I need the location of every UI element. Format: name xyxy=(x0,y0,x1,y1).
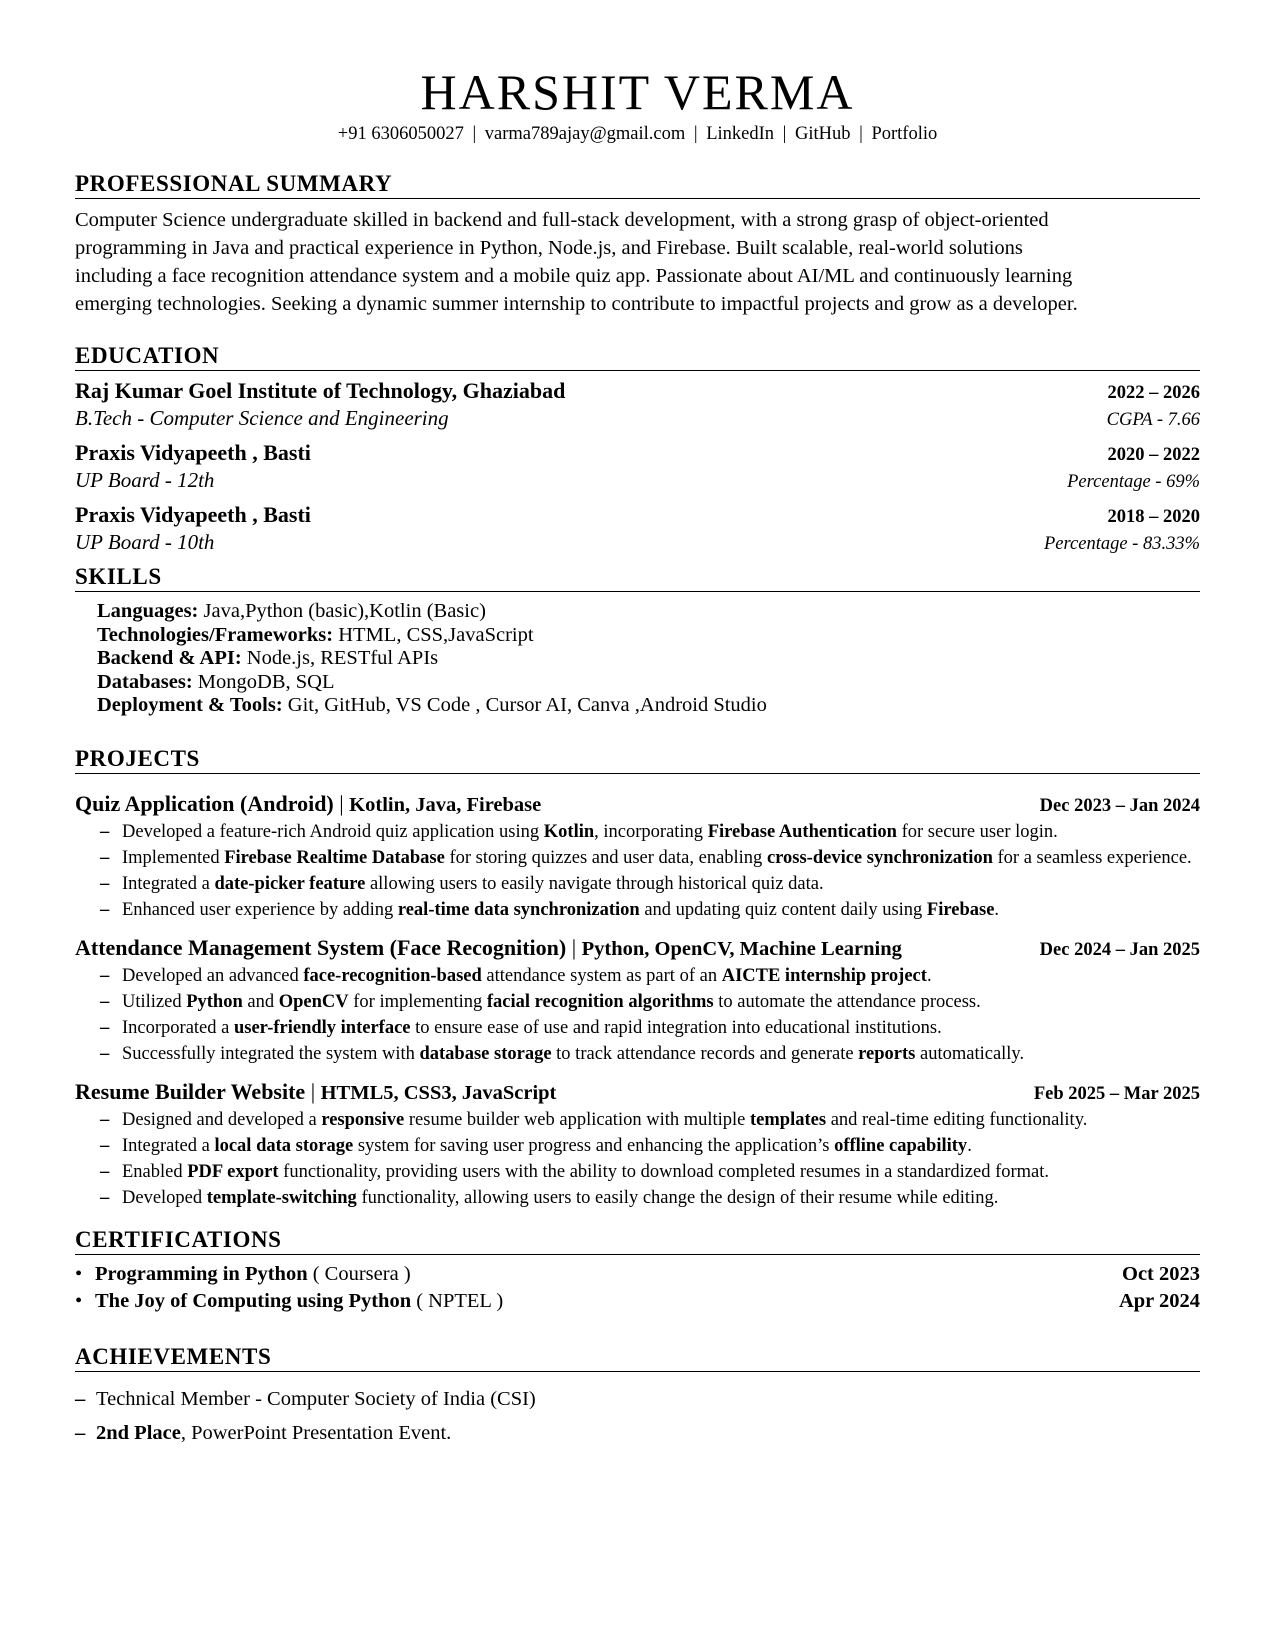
bullet-text: Developed an advanced xyxy=(122,965,304,986)
education-score: Percentage - 69% xyxy=(1067,472,1200,492)
bullet-text: for secure user login. xyxy=(896,821,1058,842)
bullet-text: . xyxy=(967,1135,972,1156)
bullet-text: Implemented xyxy=(122,847,225,868)
achievement-item xyxy=(75,1382,1200,1416)
certification-name: Programming in Python xyxy=(95,1262,308,1285)
bullet-keyword: reports xyxy=(858,1043,916,1064)
project-dates: Dec 2023 – Jan 2024 xyxy=(1039,795,1200,816)
projects-section xyxy=(75,745,1200,1211)
bullet-text: attendance system as part of an xyxy=(481,965,722,986)
bullet-text: for a seamless experience. xyxy=(992,847,1192,868)
achievements-section xyxy=(75,1343,1200,1450)
separator: | xyxy=(566,934,582,960)
project-bullet xyxy=(122,963,1200,989)
project-bullet xyxy=(122,845,1200,871)
project-tech: HTML5, CSS3, JavaScript xyxy=(320,1081,557,1104)
bullet-keyword: Python xyxy=(186,991,243,1012)
bullet-keyword: database storage xyxy=(419,1043,552,1064)
portfolio-link[interactable]: Portfolio xyxy=(871,124,938,144)
degree-name: UP Board - 12th xyxy=(75,468,215,492)
project-bullet xyxy=(122,1107,1200,1133)
bullet-keyword: Firebase Realtime Database xyxy=(224,847,445,868)
summary-line: Computer Science undergraduate skilled in backend and full-stack development, with a strong grasp of object-oriented xyxy=(75,209,1049,231)
skill-value: HTML, CSS,JavaScript xyxy=(333,623,534,646)
project-bullet xyxy=(122,897,1200,923)
section-title-summary: PROFESSIONAL SUMMARY xyxy=(75,170,1200,199)
project-dates: Dec 2024 – Jan 2025 xyxy=(1039,939,1200,960)
bullet-text: Enhanced user experience by adding xyxy=(122,899,398,920)
project-bullet xyxy=(122,1133,1200,1159)
project-bullets xyxy=(75,819,1200,923)
certification-date: Oct 2023 xyxy=(1122,1262,1200,1285)
achievement-text: Technical Member - Computer Society of India (CSI) xyxy=(96,1387,536,1410)
bullet-text: resume builder web application with multiple xyxy=(404,1109,751,1130)
bullet-keyword: user-friendly interface xyxy=(233,1017,411,1038)
summary-line: emerging technologies. Seeking a dynamic summer internship to contribute to impactful projects and grow as a developer. xyxy=(75,293,1078,315)
bullet-text: Successfully integrated the system with xyxy=(122,1043,420,1064)
certification-date: Apr 2024 xyxy=(1118,1289,1200,1312)
project-bullet xyxy=(122,871,1200,897)
bullet-text: Integrated a xyxy=(122,873,215,894)
project-bullet xyxy=(122,1041,1200,1067)
separator: | xyxy=(693,124,698,144)
bullet-text: Designed and developed a xyxy=(122,1109,322,1130)
project-tech: Kotlin, Java, Firebase xyxy=(349,793,542,816)
skills-section xyxy=(75,563,1200,718)
certifications-section xyxy=(75,1226,1200,1315)
skill-row xyxy=(97,671,1200,695)
bullet-keyword: real-time data synchronization xyxy=(397,899,640,920)
certification-row xyxy=(75,1261,1200,1288)
section-title-certifications: CERTIFICATIONS xyxy=(75,1226,1200,1255)
bullet-text: Integrated a xyxy=(122,1135,215,1156)
education-section xyxy=(75,342,1200,555)
skill-label: Languages: xyxy=(97,600,199,622)
phone-number: +91 6306050027 xyxy=(337,124,464,144)
project-bullets xyxy=(75,963,1200,1067)
bullet-text: and real-time editing functionality. xyxy=(826,1109,1088,1130)
education-dates: 2020 – 2022 xyxy=(1107,445,1200,465)
project-tech: Python, OpenCV, Machine Learning xyxy=(581,937,902,960)
bullet-text: and updating quiz content daily using xyxy=(639,899,927,920)
education-entry xyxy=(75,439,1200,493)
bullet-keyword: local data storage xyxy=(214,1135,354,1156)
email-link[interactable]: varma789ajay@gmail.com xyxy=(484,124,686,144)
bullet-text: to track attendance records and generate xyxy=(551,1043,859,1064)
skill-row xyxy=(97,600,1200,624)
bullet-keyword: OpenCV xyxy=(278,991,349,1012)
project-bullet xyxy=(122,1159,1200,1185)
resume-page xyxy=(75,0,1200,1650)
skill-value: Node.js, RESTful APIs xyxy=(241,647,439,669)
education-score: Percentage - 83.33% xyxy=(1044,534,1200,554)
bullet-keyword: Firebase xyxy=(926,899,995,920)
project-entry xyxy=(75,790,1200,923)
project-name: Attendance Management System (Face Recognition) xyxy=(75,934,567,960)
certification-row xyxy=(75,1288,1200,1315)
skill-label: Backend & API: xyxy=(97,647,242,669)
skill-value: Git, GitHub, VS Code , Cursor AI, Canva ,Android Studio xyxy=(282,694,767,716)
project-entry xyxy=(75,1078,1200,1211)
bullet-keyword: Firebase Authentication xyxy=(707,821,897,842)
bullet-text: functionality, providing users with the ability to download completed resumes in a standardized format. xyxy=(278,1161,1050,1182)
bullet-text: for implementing xyxy=(348,991,487,1012)
summary-line: including a face recognition attendance system and a mobile quiz app. Passionate about AI/ML and continuously learning xyxy=(75,265,1073,287)
bullet-text: . xyxy=(994,899,1000,920)
summary-section xyxy=(75,170,1200,318)
section-title-projects: PROJECTS xyxy=(75,745,1200,774)
candidate-name: HARSHIT VERMA xyxy=(420,64,855,120)
achievement-highlight: 2nd Place xyxy=(96,1421,181,1444)
bullet-keyword: offline capability xyxy=(834,1135,968,1156)
bullet-keyword: face-recognition-based xyxy=(303,965,482,986)
skill-label: Databases: xyxy=(97,670,193,693)
linkedin-link[interactable]: LinkedIn xyxy=(706,124,775,144)
separator: | xyxy=(333,790,350,816)
bullet-text: to ensure ease of use and rapid integration into educational institutions. xyxy=(410,1017,942,1038)
degree-name: B.Tech - Computer Science and Engineering xyxy=(75,406,449,430)
separator: | xyxy=(305,1078,321,1104)
certification-provider: ( NPTEL ) xyxy=(411,1289,504,1312)
section-title-education: EDUCATION xyxy=(75,342,1200,371)
certification-name: The Joy of Computing using Python xyxy=(95,1289,412,1312)
separator: | xyxy=(472,124,477,144)
bullet-keyword: Kotlin xyxy=(543,821,595,842)
bullet-text: and xyxy=(242,991,279,1012)
bullet-text: automatically. xyxy=(915,1043,1025,1064)
project-entry xyxy=(75,934,1200,1067)
skill-value: Java,Python (basic),Kotlin (Basic) xyxy=(198,600,486,622)
institution-name: Raj Kumar Goel Institute of Technology, Ghaziabad xyxy=(75,378,566,403)
bullet-text: Utilized xyxy=(122,991,187,1012)
bullet-keyword: templates xyxy=(750,1109,827,1130)
certification-provider: ( Coursera ) xyxy=(307,1262,411,1285)
bullet-text: , incorporating xyxy=(594,821,708,842)
skill-label: Technologies/Frameworks: xyxy=(97,623,334,646)
education-dates: 2022 – 2026 xyxy=(1107,383,1200,403)
project-bullet xyxy=(122,989,1200,1015)
institution-name: Praxis Vidyapeeth , Basti xyxy=(75,440,311,465)
bullet-text: Developed a feature-rich Android quiz application using xyxy=(122,821,544,842)
project-name: Resume Builder Website xyxy=(75,1078,306,1104)
project-name: Quiz Application (Android) xyxy=(75,790,334,816)
education-entry xyxy=(75,501,1200,555)
bullet-text: Enabled xyxy=(122,1161,188,1182)
bullet-text: allowing users to easily navigate through historical quiz data. xyxy=(365,873,824,894)
education-entry xyxy=(75,377,1200,431)
bullet-keyword: date-picker feature xyxy=(214,873,366,894)
project-bullet xyxy=(122,819,1200,845)
bullet-keyword: cross-device synchronization xyxy=(766,847,993,868)
bullet-text: for storing quizzes and user data, enabling xyxy=(444,847,767,868)
project-bullet xyxy=(122,1185,1200,1211)
separator: | xyxy=(859,124,863,144)
contact-line xyxy=(75,123,1200,145)
bullet-text: system for saving user progress and enhancing the application’s xyxy=(353,1135,835,1156)
resume-header xyxy=(75,0,1200,145)
project-bullets xyxy=(75,1107,1200,1211)
section-title-achievements: ACHIEVEMENTS xyxy=(75,1343,1200,1372)
skills-list xyxy=(97,600,1200,718)
bullet-text: . xyxy=(926,965,932,986)
bullet-keyword: facial recognition algorithms xyxy=(486,991,714,1012)
bullet-keyword: responsive xyxy=(321,1109,405,1130)
achievement-text: , PowerPoint Presentation Event. xyxy=(180,1421,452,1444)
section-title-skills: SKILLS xyxy=(75,563,1200,592)
summary-line: programming in Java and practical experience in Python, Node.js, and Firebase. Built scalable, real-world solutions xyxy=(75,237,1023,259)
bullet-text: to automate the attendance process. xyxy=(713,991,981,1012)
github-link[interactable]: GitHub xyxy=(794,124,851,144)
degree-name: UP Board - 10th xyxy=(75,530,215,554)
skill-row xyxy=(97,647,1200,671)
skill-row xyxy=(97,624,1200,648)
bullet-keyword: template-switching xyxy=(206,1187,357,1208)
achievement-item xyxy=(75,1416,1200,1450)
skill-value: MongoDB, SQL xyxy=(192,670,335,693)
skill-label: Deployment & Tools: xyxy=(97,694,283,716)
institution-name: Praxis Vidyapeeth , Basti xyxy=(75,502,311,527)
project-bullet xyxy=(122,1015,1200,1041)
summary-text xyxy=(75,206,1200,318)
skill-row xyxy=(97,694,1200,718)
bullet-text: Developed xyxy=(122,1187,207,1208)
education-dates: 2018 – 2020 xyxy=(1107,507,1200,527)
bullet-text: Incorporated a xyxy=(122,1017,234,1038)
project-dates: Feb 2025 – Mar 2025 xyxy=(1033,1083,1200,1104)
bullet-keyword: AICTE internship project xyxy=(721,965,927,986)
education-score: CGPA - 7.66 xyxy=(1106,410,1200,430)
separator: | xyxy=(782,124,787,144)
bullet-text: functionality, allowing users to easily change the design of their resume while editing. xyxy=(356,1187,999,1208)
bullet-keyword: PDF export xyxy=(187,1161,279,1182)
